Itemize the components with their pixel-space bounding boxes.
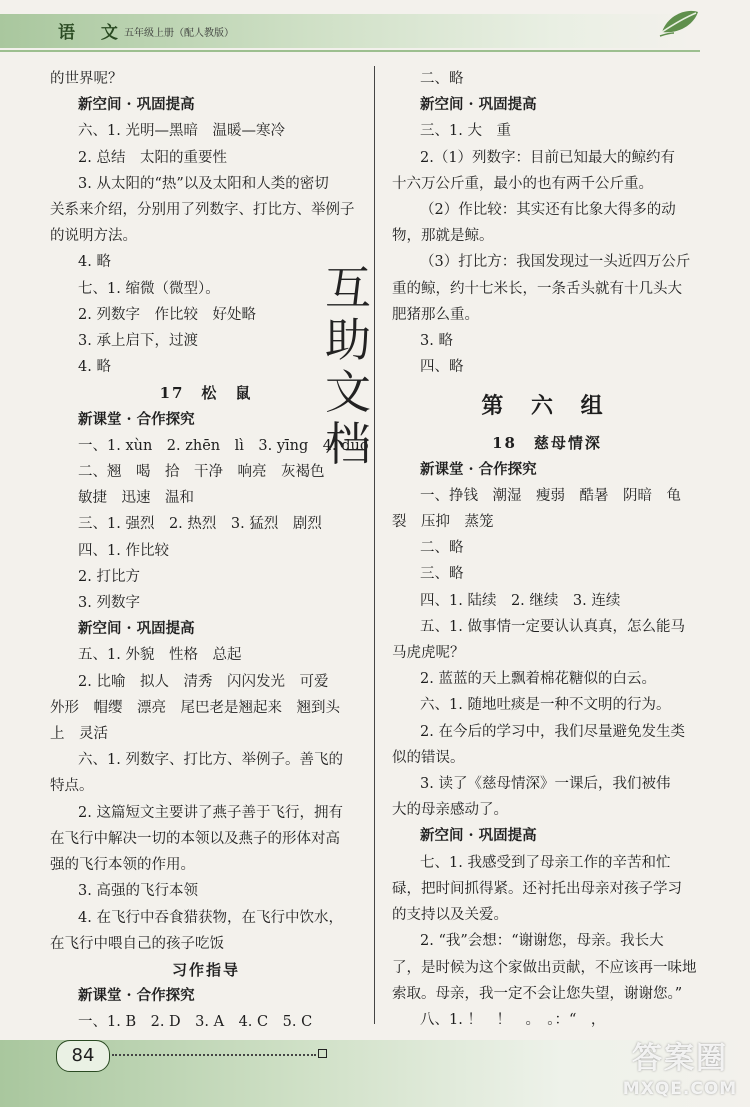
grade-label: 五年级上册（配人教版） [124,28,234,39]
answer-line: 2. 比喻 拟人 清秀 闪闪发光 可爱 [78,673,329,690]
answer-line: 的说明方法。 [50,228,137,245]
answer-line: 2. 列数字 作比较 好处略 [78,306,256,323]
watermark-logo-text: 答案圈 [632,1041,728,1076]
lesson-title: 17 松 鼠 [159,384,253,403]
answer-line: 马虎虎呢？ [392,645,465,662]
answer-line: 3. 读了《慈母情深》一课后，我们被伟 [420,776,671,793]
answer-line: 2.（1）列数字：目前已知最大的鲸约有 [420,149,676,166]
answer-line: 裂 压抑 蒸笼 [392,514,494,531]
answer-line: 2. 蓝蓝的天上飘着棉花糖似的白云。 [420,671,656,688]
answer-line: 肥猪那么重。 [392,306,479,323]
answer-line: 重的鲸，约十七米长，一条舌头就有十几头大 [392,280,682,297]
answer-line: 特点。 [50,778,94,795]
answer-line: 3. 略 [420,333,453,350]
answer-line: 2. 这篇短文主要讲了燕子善于飞行，拥有 [78,804,343,821]
answer-line: 六、1. 光明—黑暗 温暖—寒冷 [78,123,285,140]
footer-dotted-rule [112,1054,316,1056]
leaf-icon [658,6,702,40]
answer-line: 4. 略 [78,359,111,376]
answer-line: 四、1. 陆续 2. 继续 3. 连续 [420,592,621,609]
section-heading: 新空间 · 巩固提高 [420,827,537,845]
group-title: 第 六 组 [481,393,613,420]
answer-line: 似的错误。 [392,749,465,766]
watermark-url: MXQE.COM [622,1079,738,1099]
lesson-title: 18 慈母情深 [492,434,602,453]
answer-line: 强的飞行本领的作用。 [50,857,195,874]
answer-line: （3）打比方：我国发现过一头近四万公斤 [420,254,691,271]
answer-line: 三、1. 强烈 2. 热烈 3. 猛烈 剧烈 [78,516,322,533]
answer-line: 碌，把时间抓得紧。还衬托出母亲对孩子学习 [392,880,682,897]
column-divider [374,66,375,1024]
answer-line: 在飞行中喂自己的孩子吃饭 [50,935,224,952]
end-square-icon [318,1049,327,1058]
answer-line: 敏捷 迅速 温和 [78,490,194,507]
answer-line: 一、挣钱 潮湿 瘦弱 酷暑 阴暗 龟 [420,487,681,504]
answer-line: 2. 打比方 [78,568,140,585]
answer-line: 外形 帽缨 漂亮 尾巴老是翘起来 翘到头 [50,699,340,716]
page-number: 84 [56,1040,110,1072]
section-heading: 新空间 · 巩固提高 [420,96,537,114]
answer-line: 八、1. ！ ！ 。 。：“ ， [420,1011,606,1028]
answer-line: 一、1. B 2. D 3. A 4. C 5. C [78,1014,313,1031]
handwritten-char: 互 [325,261,371,315]
answer-line: 3. 高强的飞行本领 [78,883,198,900]
answer-line: 在飞行中解决一切的本领以及燕子的形体对高 [50,830,340,847]
answer-line: 五、1. 做事情一定要认认真真，怎么能马 [420,618,685,635]
lesson-title: 习作指导 [171,960,240,979]
answer-line: 一、1. xùn 2. zhēn lì 3. yīng 4. duó [78,437,369,454]
answer-line: 六、1. 列数字、打比方、举例子。善飞的 [78,752,343,769]
subject-title: 语 文 [58,23,128,43]
answer-line: 十六万公斤重，最小的也有两千公斤重。 [392,175,653,192]
section-heading: 新空间 · 巩固提高 [78,620,195,638]
answer-line: 3. 列数字 [78,595,140,612]
answer-line: 四、略 [420,359,464,376]
handwritten-char: 档 [325,417,371,471]
answer-line: 六、1. 随地吐痰是一种不文明的行为。 [420,697,671,714]
handwritten-note [308,262,388,470]
answer-line: 物，那就是鲸。 [392,228,494,245]
answer-line: 2. 在今后的学习中，我们尽量避免发生类 [420,723,685,740]
answer-line: 2. 总结 太阳的重要性 [78,149,227,166]
answer-line: 二、略 [420,71,464,87]
answer-line: 七、1. 我感受到了母亲工作的辛苦和忙 [420,854,671,871]
answer-line: 了，是时候为这个家做出贡献，不应该再一味地 [392,959,697,976]
section-heading: 新课堂 · 合作探究 [78,410,195,428]
watermark [612,1040,748,1106]
answer-line: （2）作比较：其实还有比象大得多的动 [420,202,676,219]
answer-line: 4. 在飞行中吞食猎获物，在飞行中饮水， [78,909,343,926]
answer-line: 二、翘 喝 拾 干净 响亮 灰褐色 [78,464,325,481]
section-heading: 新空间 · 巩固提高 [78,96,195,114]
answer-line: 2. “我”会想：“谢谢您，母亲。我长大 [420,933,664,950]
answer-column-left [50,66,369,1036]
answer-column-right [392,66,702,1033]
answer-line: 七、1. 缩微（微型）。 [78,280,220,297]
answer-line: 3. 承上启下，过渡 [78,333,198,350]
answer-line: 三、1. 大 重 [420,123,511,140]
answer-line: 三、略 [420,566,464,583]
header-rule [0,50,700,52]
answer-line: 关系来介绍，分别用了列数字、打比方、举例子 [50,202,355,219]
answer-line: 二、略 [420,540,464,557]
answer-line: 五、1. 外貌 性格 总起 [78,647,242,664]
section-heading: 新课堂 · 合作探究 [420,460,537,478]
answer-line: 的世界呢？ [50,71,123,87]
answer-line: 大的母亲感动了。 [392,802,508,819]
answer-line: 的支持以及关爱。 [392,907,508,924]
handwritten-char: 助 [325,313,371,367]
answer-line: 索取。母亲，我一定不会让您失望，谢谢您。” [392,985,683,1002]
handwritten-char: 文 [325,365,371,419]
answer-line: 上 灵活 [50,726,108,743]
answer-line: 3. 从太阳的“热”以及太阳和人类的密切 [78,175,329,192]
answer-line: 4. 略 [78,254,111,271]
section-heading: 新课堂 · 合作探究 [78,987,195,1005]
page-header [0,0,750,58]
answer-line: 四、1. 作比较 [78,542,169,559]
